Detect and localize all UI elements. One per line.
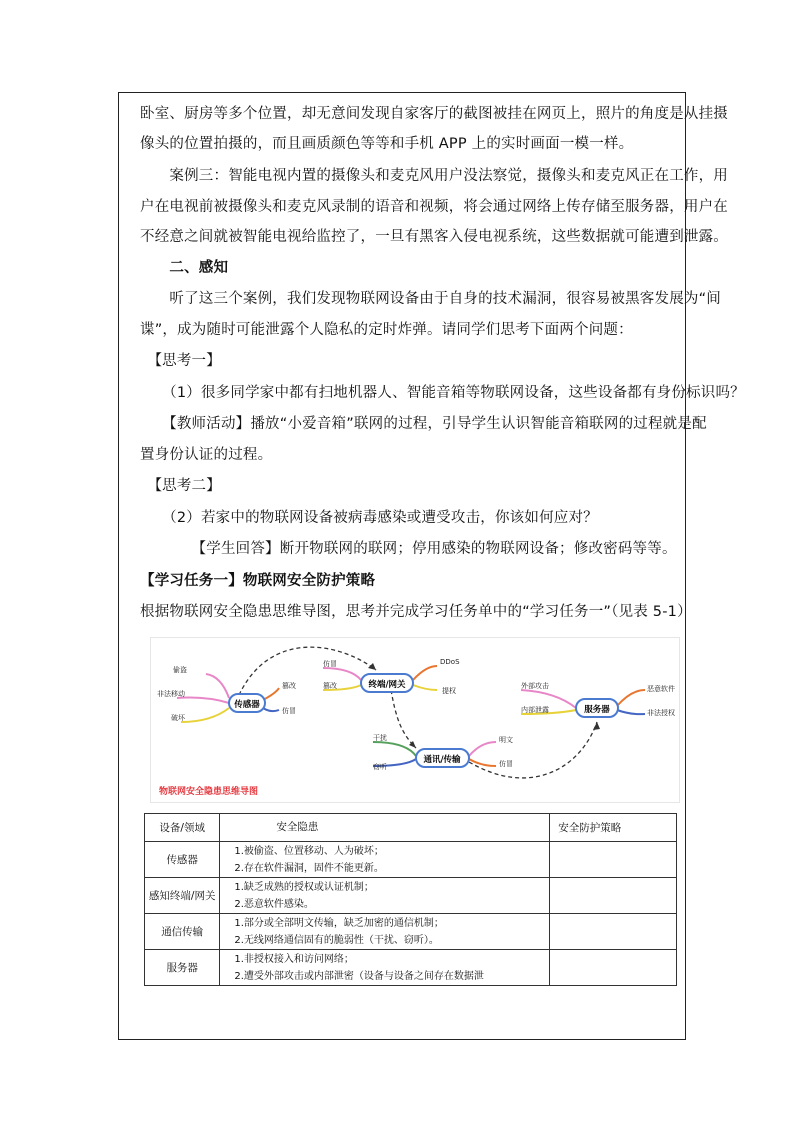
table-row: [145, 842, 677, 878]
leaf-label: 非法授权: [647, 709, 675, 717]
table-row: [145, 950, 677, 986]
body-text-line: 案例三：智能电视内置的摄像头和麦克风用户没法察觉，摄像头和麦克风正在工作，用: [140, 168, 728, 184]
mind-map-figure: [150, 637, 680, 803]
table-row: [145, 914, 677, 950]
risk-line: 1.部分或全部明文传输，缺乏加密的通信机制；: [234, 917, 444, 929]
body-text-line: （2）若家中的物联网设备被病毒感染或遭受攻击，你该如何应对？: [140, 510, 598, 526]
area-cell: 服务器: [145, 950, 220, 986]
node-sensor: [229, 694, 265, 712]
leaf-label: 外部攻击: [521, 682, 549, 690]
body-text-line: 【教师活动】播放“小爱音箱”联网的过程，引导学生认识智能音箱联网的过程就是配: [140, 416, 707, 432]
table-header-cell: 安全防护策略: [550, 814, 677, 842]
body-text-line: 听了这三个案例，我们发现物联网设备由于自身的技术漏洞，很容易被黑客发展为“间: [140, 291, 722, 307]
strategy-cell[interactable]: [550, 842, 677, 878]
risk-cell: [220, 950, 550, 986]
table-header-row: [145, 814, 677, 842]
strategy-cell[interactable]: [550, 950, 677, 986]
leaf-label: 干扰: [373, 734, 387, 742]
think-heading: 【思考二】: [140, 478, 221, 494]
security-table: [144, 813, 677, 986]
leaf-label: 提权: [442, 687, 456, 695]
think-heading: 【思考一】: [140, 353, 221, 369]
table-row: [145, 878, 677, 914]
area-cell: 通信传输: [145, 914, 220, 950]
body-text-line: 像头的位置拍摄的，而且画质颜色等等和手机 APP 上的实时画面一模一样。: [140, 136, 634, 152]
risk-line: 2.无线网络通信固有的脆弱性（干扰、窃听）。: [234, 934, 439, 946]
section-heading: 二、感知: [140, 260, 229, 276]
leaf-label: 非法移动: [157, 690, 185, 698]
task-heading: 【学习任务一】物联网安全防护策略: [140, 573, 376, 589]
body-text-line: 卧室、厨房等多个位置，却无意间发现自家客厅的截图被挂在网页上，照片的角度是从挂摄: [140, 106, 728, 122]
node-transport: [416, 749, 469, 767]
leaf-label: 仿冒: [282, 707, 296, 715]
node-transport-label: 通讯/传输: [423, 755, 461, 765]
risk-line: 2.恶意软件感染。: [234, 898, 314, 910]
body-text-line: 根据物联网安全隐患思维导图，思考并完成学习任务单中的“学习任务一”（见表 5-1）: [140, 604, 692, 620]
risk-line: 1.非授权接入和访问网络；: [234, 953, 354, 965]
risk-line: 1.被偷盗、位置移动、人为破坏；: [234, 845, 384, 857]
leaf-label: 内部泄露: [521, 706, 549, 714]
table-header-cell: 设备/领域: [145, 814, 220, 842]
strategy-cell[interactable]: [550, 914, 677, 950]
mind-map-svg: [151, 638, 679, 802]
leaf-label: 篡改: [282, 682, 296, 690]
risk-line: 2.遭受外部攻击或内部泄密（设备与设备之间存在数据泄: [234, 970, 484, 982]
strategy-cell[interactable]: [550, 878, 677, 914]
body-text-line: （1）很多同学家中都有扫地机器人、智能音箱等物联网设备，这些设备都有身份标识吗？: [140, 385, 745, 401]
body-text-line: 不经意之间就被智能电视给监控了，一旦有黑客入侵电视系统，这些数据就可能遭到泄露。: [140, 229, 728, 245]
risk-cell: [220, 878, 550, 914]
node-terminal-label: 终端/网关: [368, 680, 406, 690]
leaf-label: DDoS: [440, 658, 460, 666]
leaf-label: 恶意软件: [647, 685, 675, 693]
node-terminal: [361, 674, 413, 692]
leaf-label: 窃听: [373, 763, 387, 771]
leaf-label: 破坏: [171, 714, 185, 722]
risk-line: 1.缺乏成熟的授权或认证机制；: [234, 881, 374, 893]
leaf-label: 篡改: [323, 682, 337, 690]
leaf-label: 仿冒: [499, 760, 513, 768]
body-text-line: 置身份认证的过程。: [140, 447, 273, 463]
body-text-line: 谍”，成为随时可能泄露个人隐私的定时炸弹。请同学们思考下面两个问题：: [140, 322, 633, 338]
leaf-label: 明文: [499, 736, 513, 744]
risk-cell: [220, 914, 550, 950]
node-server: [576, 699, 618, 717]
body-text-line: 户在电视前被摄像头和麦克风录制的语音和视频，将会通过网络上传存储至服务器，用户在: [140, 199, 728, 215]
mind-map-title: 物联网安全隐患思维导图: [159, 787, 259, 797]
table-header-cell: 安全隐患: [220, 814, 550, 842]
leaf-label: 仿冒: [323, 660, 337, 668]
risk-cell: [220, 842, 550, 878]
body-text-line: 【学生回答】断开物联网的联网；停用感染的物联网设备；修改密码等等。: [140, 541, 677, 557]
risk-line: 2.存在软件漏洞，固件不能更新。: [234, 862, 384, 874]
node-sensor-label: 传感器: [234, 700, 260, 710]
area-cell: 感知终端/网关: [145, 878, 220, 914]
leaf-label: 偷盗: [173, 666, 187, 674]
node-server-label: 服务器: [584, 705, 610, 715]
area-cell: 传感器: [145, 842, 220, 878]
